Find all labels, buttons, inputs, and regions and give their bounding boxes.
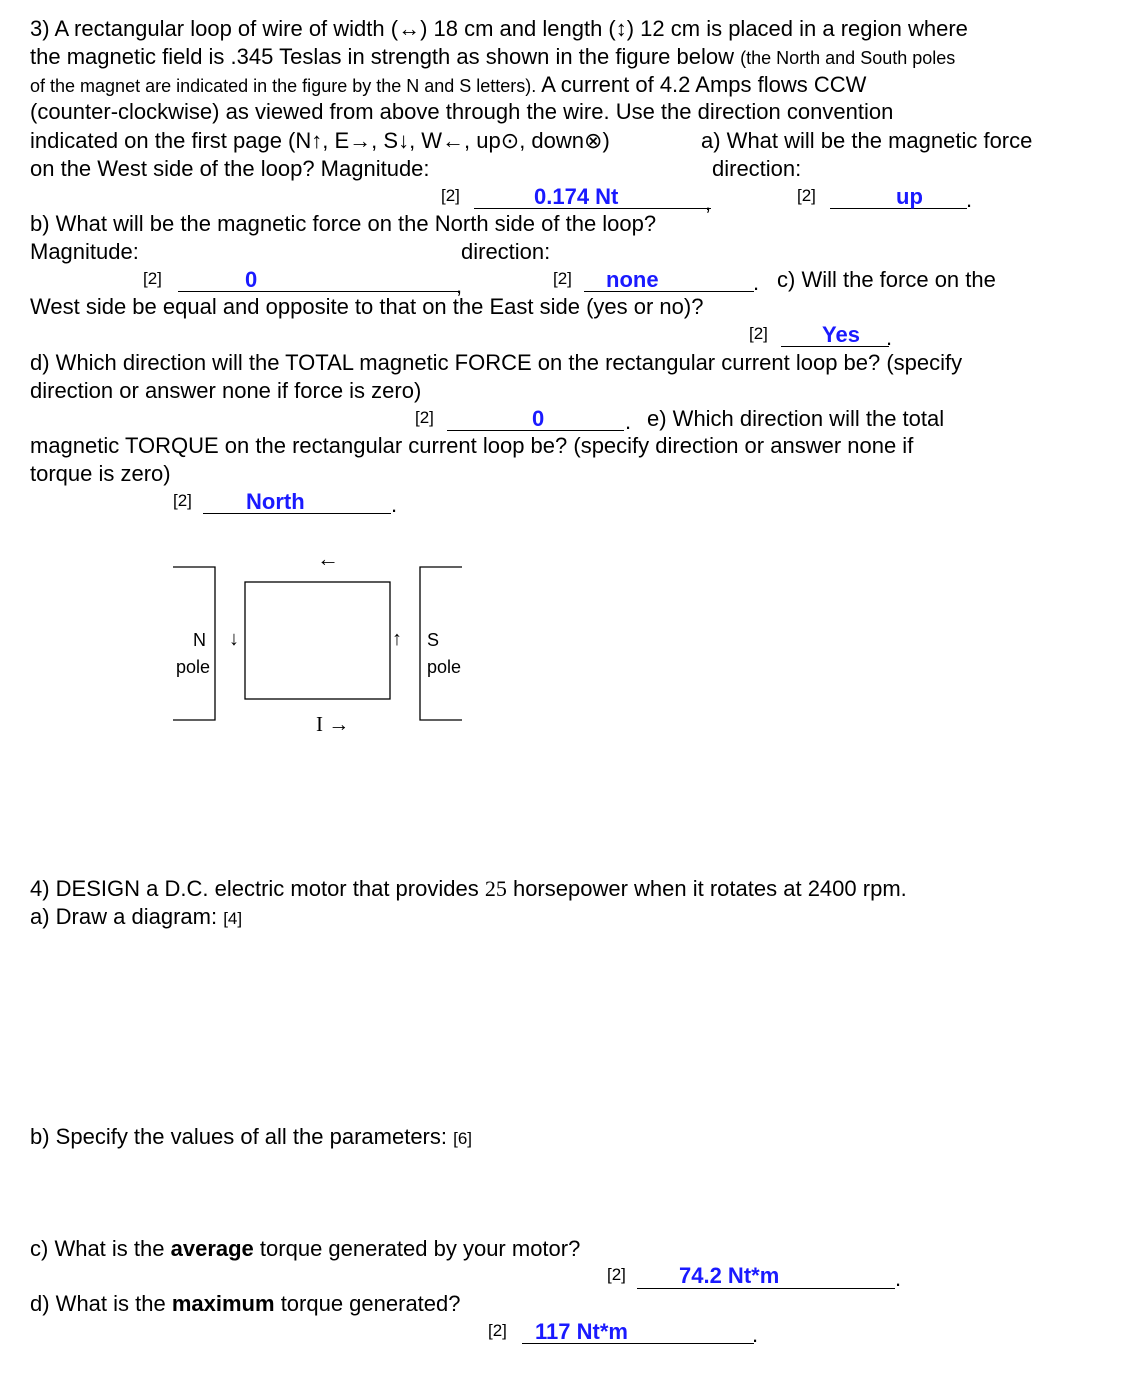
b-magnitude-mark: [2] (143, 269, 162, 288)
b-direction-mark: [2] (553, 269, 572, 288)
q4d (30, 1290, 461, 1317)
e-period: . (391, 492, 398, 517)
q3-line2-text: the magnetic field is .345 Teslas in strength as shown in the figure below (30, 44, 734, 69)
d-question-b: direction or answer none if force is zero) (30, 378, 422, 403)
a-period: . (966, 187, 973, 212)
q4d-period: . (752, 1322, 759, 1347)
a-comma: , (705, 190, 712, 215)
q4-title-start: 4) DESIGN a D.C. electric motor that provides (30, 876, 479, 901)
q3-line4: (counter-clockwise) as viewed from above through the wire. Use the direction convention (30, 99, 894, 124)
q4d-bold: maximum (171, 1291, 275, 1316)
q4c-bold: average (170, 1236, 254, 1261)
q4a-mark: [4] (223, 909, 243, 928)
q4-hp: 25 (484, 876, 507, 901)
e-answer: North (246, 489, 305, 514)
q3-line2-small: (the North and South poles (740, 48, 956, 68)
q3-line5b: a) What will be the magnetic force (701, 128, 1033, 153)
d-question-a: d) Which direction will the TOTAL magnetic FORCE on the rectangular current loop be? (specify (30, 350, 963, 375)
top-current-arrow: ← (317, 546, 339, 571)
q4a-question: a) Draw a diagram: (30, 904, 218, 929)
q4c-period: . (895, 1266, 902, 1291)
a-magnitude-mark: [2] (441, 186, 460, 205)
west-side-arrow: ↓ (229, 628, 239, 650)
n-label: N (193, 630, 206, 650)
q3-line5a: indicated on the first page (N↑, E→, S↓, W←, up⊙, down⊗) (30, 128, 610, 153)
q4c-post: torque generated by your motor? (259, 1236, 581, 1261)
current-loop (245, 582, 390, 699)
q4-rpm: 2400 (807, 876, 857, 901)
e-mark: [2] (173, 491, 192, 510)
b-period: . (753, 270, 760, 295)
q3-line1: 3) A rectangular loop of wire of width (↔) 18 cm and length (↕) 12 cm is placed in a region where (30, 16, 968, 41)
q4c-answer: 74.2 Nt*m (679, 1263, 780, 1288)
b-direction-label: direction: (461, 239, 551, 264)
c-question-b: West side be equal and opposite to that on the East side (yes or no)? (30, 294, 704, 319)
d-answer: 0 (532, 406, 545, 431)
q4c-pre: c) What is the (30, 1236, 165, 1261)
q4b-question: b) Specify the values of all the parameters: (30, 1124, 447, 1149)
a-direction-answer: up (896, 184, 923, 209)
d-mark: [2] (415, 408, 434, 427)
q4-title-mid: horsepower when it rotates at (512, 876, 802, 901)
a-magnitude-answer: 0.174 Nt (534, 184, 619, 209)
q3-line3-small: of the magnet are indicated in the figure by the N and S letters). (30, 76, 537, 96)
e-question-a: e) Which direction will the total (647, 406, 945, 431)
c-period: . (886, 325, 893, 350)
q4d-pre: d) What is the (30, 1291, 166, 1316)
e-question-b: magnetic TORQUE on the rectangular current loop be? (specify direction or answer none if (30, 433, 914, 458)
b-direction-answer: none (606, 267, 659, 292)
q4c-mark: [2] (607, 1265, 626, 1284)
q3-line6b: direction: (712, 156, 802, 181)
b-magnitude-label: Magnitude: (30, 239, 139, 264)
e-question-c: torque is zero) (30, 461, 171, 486)
q4a (30, 903, 242, 932)
s-pole-label: pole (427, 657, 462, 677)
current-label: I → (316, 712, 350, 736)
q4d-answer: 117 Nt*m (535, 1319, 628, 1344)
b-comma: , (456, 273, 463, 298)
east-side-arrow: ↑ (392, 628, 402, 650)
q4d-post: torque generated? (280, 1291, 461, 1316)
q4c (30, 1235, 580, 1262)
b-question: b) What will be the magnetic force on the North side of the loop? (30, 211, 657, 236)
q4-title-end: rpm. (862, 876, 907, 901)
n-pole-label: pole (176, 657, 211, 677)
q4b-mark: [6] (453, 1129, 473, 1148)
q4-title (30, 875, 907, 902)
q4d-mark: [2] (488, 1321, 507, 1340)
c-question-a: c) Will the force on the (777, 267, 996, 292)
b-magnitude-answer: 0 (245, 267, 258, 292)
a-direction-mark: [2] (797, 186, 816, 205)
q3-line6a: on the West side of the loop? Magnitude: (30, 156, 430, 181)
c-answer: Yes (822, 322, 860, 347)
q4b (30, 1123, 472, 1152)
s-label: S (427, 630, 440, 650)
c-mark: [2] (749, 324, 768, 343)
d-period: . (625, 409, 632, 434)
q3-line3-text: A current of 4.2 Amps flows CCW (541, 72, 867, 97)
